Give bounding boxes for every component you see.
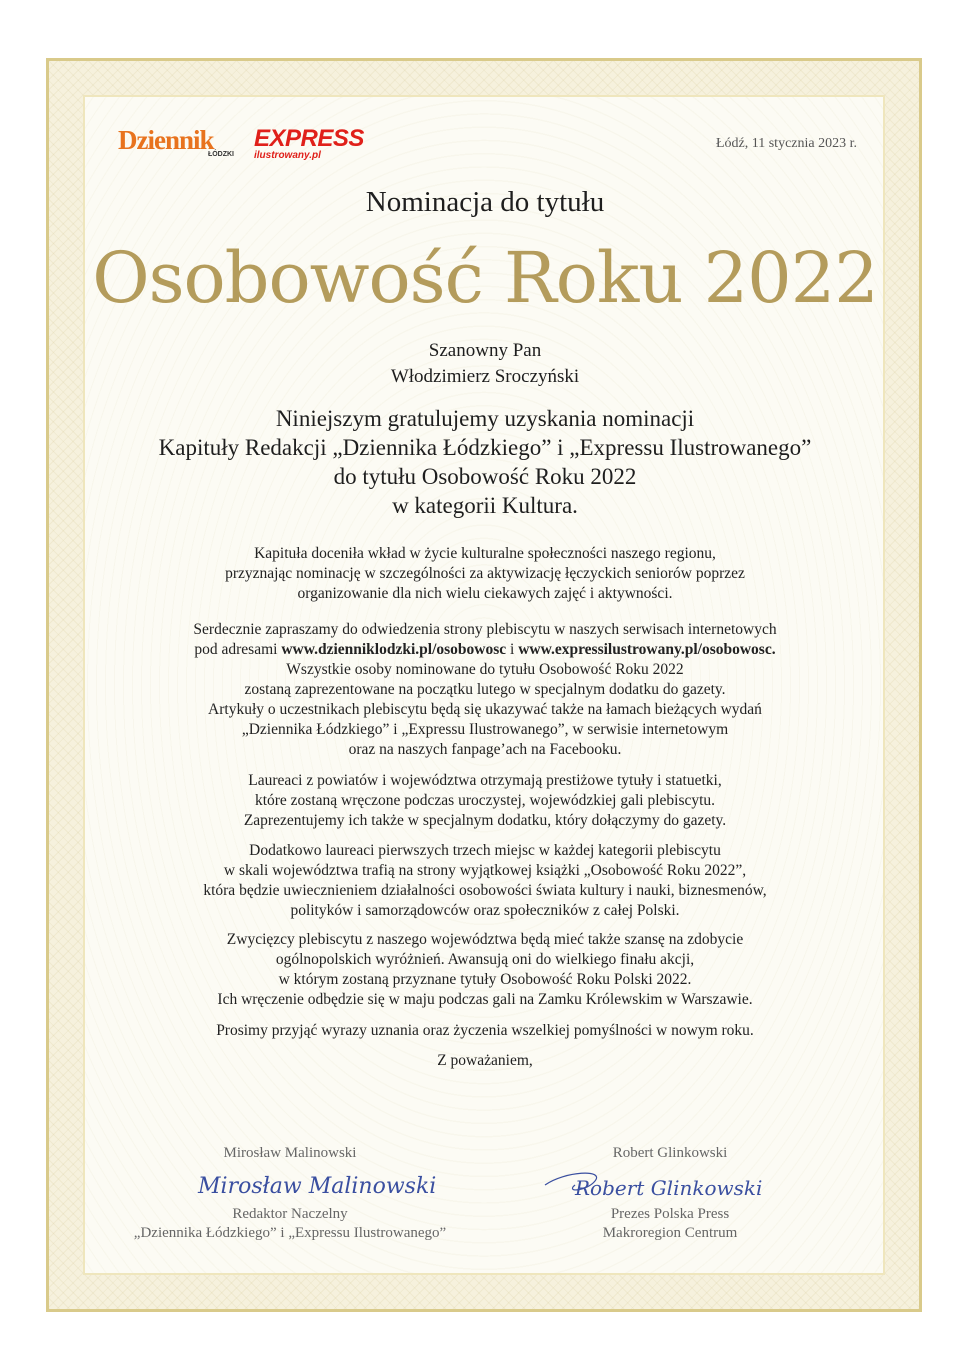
express-logo-sub: ilustrowany.pl: [254, 150, 321, 161]
handwritten-signature-right: [535, 1163, 805, 1205]
paragraph-line: w skali województwa trafią na strony wyjątkowej książki „Osobowość Roku 2022”,: [223, 862, 747, 879]
dziennik-logo-text: Dziennik: [118, 125, 214, 155]
handwriting-text: Mirosław Malinowski: [198, 1174, 437, 1199]
paragraph-line: Wszystkie osoby nominowane do tytułu Osobowość Roku 2022: [286, 661, 684, 678]
paragraph-book: [60, 841, 910, 921]
congratulations-line: do tytułu Osobowość Roku 2022: [333, 464, 637, 489]
award-title: Osobowość Roku 2022: [92, 237, 878, 319]
express-ilustrowany-logo: [254, 125, 364, 163]
handwriting-text: Robert Glinkowski: [575, 1176, 763, 1200]
congratulations-line: Niniejszym gratulujemy uzyskania nominacji: [275, 406, 695, 431]
signature-block-right: [530, 1144, 810, 1243]
paragraph-line: polityków i samorządowców oraz społeczników z całej Polski.: [290, 902, 680, 919]
congratulations: [60, 404, 910, 520]
paragraph-line: organizowanie dla nich wielu ciekawych zajęć i aktywności.: [297, 585, 673, 602]
paragraph-text: pod adresami: [194, 641, 282, 658]
paragraph-line: Zaprezentujemy ich także w specjalnym dodatku, który dołączymy do gazety.: [243, 812, 727, 829]
paragraph-laureates: [60, 771, 910, 831]
congratulations-line: w kategorii Kultura.: [392, 493, 578, 518]
letter-date: Łódź, 11 stycznia 2023 r.: [715, 136, 857, 151]
paragraph-line: w którym zostaną przyznane tytuły Osobowość Roku Polski 2022.: [278, 971, 692, 988]
paragraph-line: Dodatkowo laureaci pierwszych trzech miejsc w każdej kategorii plebiscytu: [249, 842, 721, 859]
handwritten-signature-left: [190, 1163, 437, 1205]
signatory-name: Robert Glinkowski: [612, 1145, 728, 1161]
paragraph-line: Kapituła doceniła wkład w życie kulturalne społeczności naszego regionu,: [254, 545, 716, 562]
paragraph-line: Serdecznie zapraszamy do odwiedzenia strony plebiscytu w naszych serwisach internetowych: [193, 621, 777, 638]
paragraph-line: ogólnopolskich wyróżnień. Awansują oni do wielkiego finału akcji,: [275, 951, 695, 968]
express-logo-text: EXPRESS: [254, 125, 364, 152]
congratulations-line: Kapituły Redakcji „Dziennika Łódzkiego” i „Expressu Ilustrowanego”: [158, 435, 812, 460]
dziennik-logo-sub: ŁÓDZKI: [207, 151, 234, 158]
paragraph-invitation: [60, 620, 910, 760]
recipient-name: Włodzimierz Sroczyński: [390, 366, 580, 387]
closing-phrase: Z poważaniem,: [437, 1052, 533, 1069]
paragraph-line: oraz na naszych fanpage’ach na Facebooku.: [348, 741, 622, 758]
signatory-name: Mirosław Malinowski: [223, 1145, 357, 1161]
paragraph-line: Artykuły o uczestnikach plebiscytu będą się ukazywać także na łamach bieżących wydań: [208, 701, 762, 718]
paragraph-line: Laureaci z powiatów i województwa otrzymają prestiżowe tytuły i statuetki,: [248, 772, 722, 789]
dzienniklodzki-link[interactable]: www.dzienniklodzki.pl/osobowosc: [281, 641, 507, 658]
paragraph-text: i: [506, 641, 519, 658]
signatory-org: „Dziennika Łódzkiego” i „Expressu Ilustrowanego”: [133, 1225, 447, 1241]
signatory-org: Makroregion Centrum: [602, 1225, 738, 1241]
paragraph-wishes: Prosimy przyjąć wyrazy uznania oraz życzenia wszelkiej pomyślności w nowym roku.: [216, 1022, 754, 1039]
salutation: [60, 338, 910, 390]
paragraph-finals: [60, 930, 910, 1010]
dziennik-lodzki-logo: [118, 126, 238, 158]
paragraph-line: zostaną zaprezentowane na początku lutego w specjalnym dodatku do gazety.: [244, 681, 726, 698]
paragraph-line: które zostaną wręczone podczas uroczystej, wojewódzkiej gali plebiscytu.: [254, 792, 716, 809]
paragraph-line: która będzie uwiecznieniem działalności osobowości świata kultury i nauki, biznesmenów,: [203, 882, 767, 899]
paragraph-recognition: [60, 544, 910, 604]
paragraph-line: przyznając nominację w szczególności za aktywizację łęczyckich seniorów poprzez: [225, 565, 745, 582]
paragraph-line: Zwycięzcy plebiscytu z naszego województwa będą mieć także szansę na zdobycie: [226, 931, 744, 948]
expressilustrowany-link[interactable]: www.expressilustrowany.pl/osobowosc.: [518, 641, 776, 658]
signature-block-left: [110, 1144, 470, 1243]
paragraph-line: Ich wręczenie odbędzie się w maju podczas gali na Zamku Królewskim w Warszawie.: [217, 991, 753, 1008]
nomination-heading: Nominacja do tytułu: [365, 186, 605, 218]
paragraph-line: [60, 640, 910, 660]
signatory-role: Redaktor Naczelny: [232, 1206, 348, 1222]
signatory-role: Prezes Polska Press: [610, 1206, 730, 1222]
salutation-line: Szanowny Pan: [428, 340, 542, 361]
paragraph-line: „Dziennika Łódzkiego” i „Expressu Ilustrowanego”, w serwisie internetowym: [241, 721, 729, 738]
